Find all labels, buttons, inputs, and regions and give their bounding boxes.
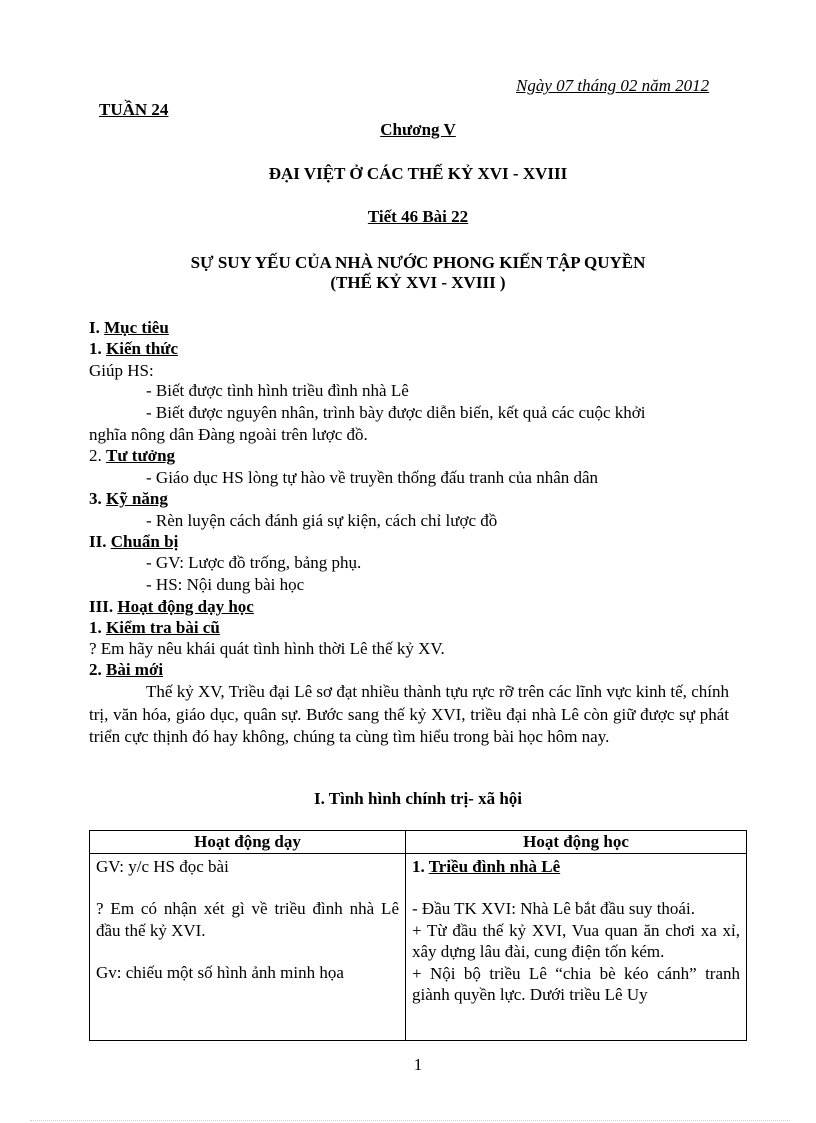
knowledge-item-2-line2: nghĩa nông dân Đàng ngoài trên lược đồ.	[89, 425, 368, 444]
teach-item-2: ? Em có nhận xét gì về triều đình nhà Lê đầu thế kỷ XVI.	[96, 899, 399, 940]
teach-cell	[90, 853, 406, 1040]
column-header-learn: Hoạt động học	[406, 831, 747, 854]
objectives-heading: I. Mục tiêu	[89, 318, 169, 337]
thought-item: - Giáo dục HS lòng tự hào về truyền thống đấu tranh của nhân dân	[146, 468, 599, 487]
document-date: Ngày 07 tháng 02 năm 2012	[516, 76, 710, 95]
knowledge-item-1: - Biết được tình hình triều đình nhà Lê	[146, 381, 409, 400]
activities-heading: III. Hoạt động dạy học	[89, 597, 254, 616]
knowledge-heading: 1. Kiến thức	[89, 339, 179, 358]
column-header-teach: Hoạt động dạy	[90, 831, 406, 854]
lesson-label: Tiết 46 Bài 22	[367, 207, 469, 226]
teach-item-3: Gv: chiếu một số hình ảnh minh họa	[96, 963, 344, 982]
week-label: TUẦN 24	[99, 100, 169, 119]
intro-paragraph: Thế kỷ XV, Triều đại Lê sơ đạt nhiều thành tựu rực rỡ trên các lĩnh vực kinh tế, chính trị, văn hóa, giáo dục, quân sự. Bước sang thế kỷ XVI, triều đại nhà Lê còn giữ được sự phát triển cực thịnh đó hay không, chúng ta cùng tìm hiểu trong bài học hôm nay.	[89, 682, 729, 746]
check-heading: 1. Kiểm tra bài cũ	[89, 618, 220, 637]
learn-item-2: + Từ đầu thế kỷ XVI, Vua quan ăn chơi xa xỉ, xây dựng lâu đài, cung điện tốn kém.	[412, 920, 740, 961]
learn-item-1: - Đầu TK XVI: Nhà Lê bắt đầu suy thoái.	[412, 899, 695, 918]
lesson-plan-table	[89, 830, 747, 1041]
lesson-title-line1: SỰ SUY YẾU CỦA NHÀ NƯỚC PHONG KIẾN TẬP QUYỀN	[190, 253, 646, 272]
chapter-title: ĐẠI VIỆT Ở CÁC THẾ KỶ XVI - XVIII	[268, 164, 568, 183]
skill-item: - Rèn luyện cách đánh giá sự kiện, cách chỉ lược đồ	[146, 511, 498, 530]
check-question: ? Em hãy nêu khái quát tình hình thời Lê thế kỷ XV.	[89, 639, 445, 658]
objectives-intro: Giúp HS:	[89, 361, 154, 380]
page-number: 1	[413, 1055, 423, 1074]
preparation-hs: - HS: Nội dung bài học	[146, 575, 305, 594]
learn-heading: 1. Triều đình nhà Lê	[412, 856, 561, 876]
preparation-gv: - GV: Lược đồ trống, bảng phụ.	[146, 553, 362, 572]
table-header-row	[90, 831, 747, 854]
section-title: I. Tình hình chính trị- xã hội	[313, 789, 523, 808]
chapter-label: Chương V	[380, 120, 456, 139]
page-bottom-divider	[30, 1120, 790, 1121]
learn-item-3: + Nội bộ triều Lê “chia bè kéo cánh” tranh giành quyền lực. Dưới triều Lê Uy	[412, 963, 740, 1004]
new-lesson-heading: 2. Bài mới	[89, 660, 164, 679]
learn-cell	[406, 853, 747, 1040]
knowledge-item-2-line1: - Biết được nguyên nhân, trình bày được diễn biến, kết quả các cuộc khởi	[146, 403, 646, 422]
thought-heading: 2. Tư tưởng	[89, 446, 176, 465]
preparation-heading: II. Chuẩn bị	[89, 532, 179, 551]
lesson-title-line2: (THẾ KỶ XVI - XVIII )	[330, 273, 506, 292]
table-row	[90, 853, 747, 1040]
skill-heading: 3. Kỹ năng	[89, 489, 168, 508]
teach-item-1: GV: y/c HS đọc bài	[96, 856, 229, 876]
